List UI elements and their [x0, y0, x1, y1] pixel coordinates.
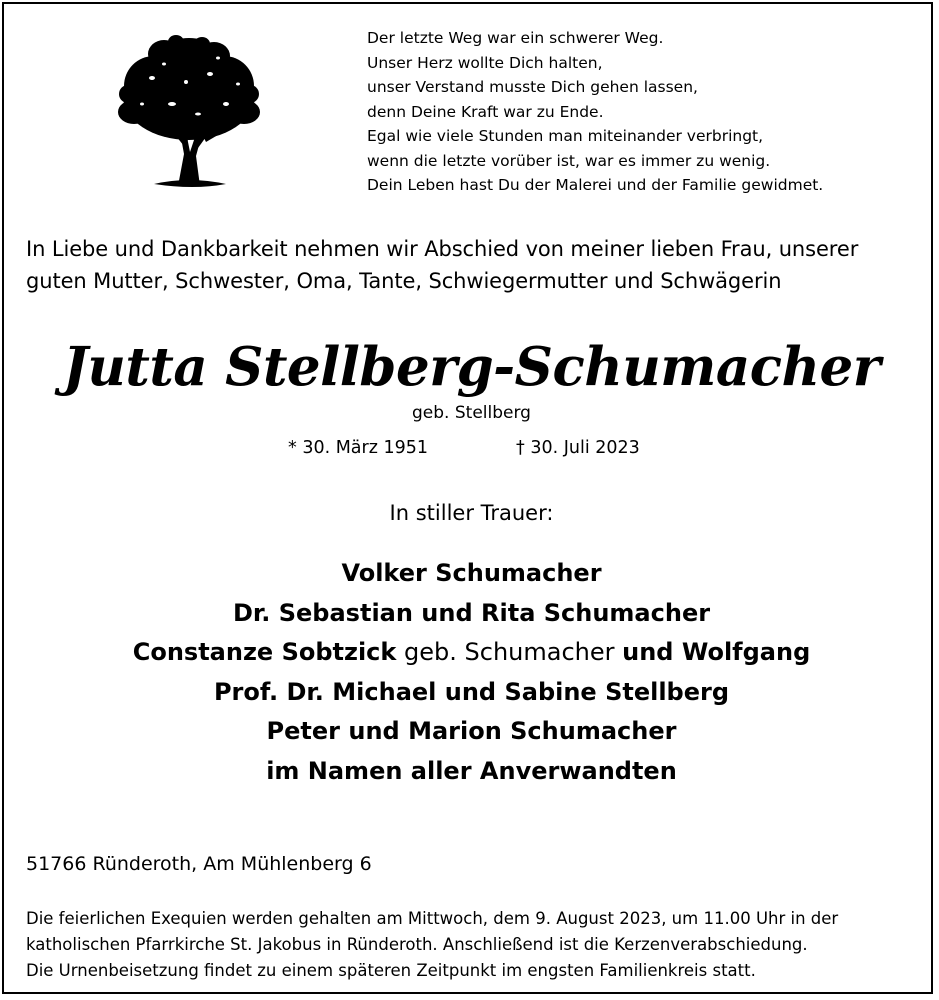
notice-line: Die Urnenbeisetzung findet zu einem späteren Zeitpunkt im engsten Familienkreis statt.: [26, 961, 756, 980]
mourner-line: im Namen aller Anverwandten: [266, 756, 677, 785]
mourner-partner: und Wolfgang: [622, 638, 811, 667]
intro-text: [26, 233, 926, 297]
poem-line: denn Deine Kraft war zu Ende.: [367, 102, 604, 121]
maiden-name: geb. Stellberg: [412, 403, 531, 423]
funeral-notice: [26, 906, 926, 984]
poem-line: Dein Leben hast Du der Malerei und der Familie gewidmet.: [367, 176, 824, 194]
poem-line: wenn die letzte vorüber ist, war es immer zu wenig.: [367, 151, 771, 170]
notice-line: Die feierlichen Exequien werden gehalten am Mittwoch, dem 9. August 2023, um 11.00 Uhr in der: [26, 909, 839, 928]
mourner-maiden-name: geb. Schumacher: [404, 638, 615, 667]
poem-line: Unser Herz wollte Dich halten,: [367, 53, 603, 72]
notice-line: katholischen Pfarrkirche St. Jakobus in Ründeroth. Anschließend ist die Kerzenverabschiedung.: [26, 935, 808, 954]
mourner-line: Dr. Sebastian und Rita Schumacher: [232, 598, 711, 627]
poem-line: Der letzte Weg war ein schwerer Weg.: [367, 29, 664, 47]
deceased-name: Jutta Stellberg-Schumacher: [62, 336, 881, 398]
death-date: † 30. Juli 2023: [516, 438, 640, 458]
mourner-line: [4, 633, 939, 673]
poem-line: unser Verstand musste Dich gehen lassen,: [367, 78, 698, 96]
obituary-frame: [2, 2, 933, 994]
mourner-line: Prof. Dr. Michael und Sabine Stellberg: [213, 677, 730, 706]
poem: [367, 26, 927, 198]
mourners-list: [4, 554, 939, 792]
mourning-label: In stiller Trauer:: [389, 501, 554, 525]
mourner-name: Constanze Sobtzick: [132, 638, 397, 667]
intro-line: guten Mutter, Schwester, Oma, Tante, Schwiegermutter und Schwägerin: [26, 269, 782, 293]
mourner-line: Peter und Marion Schumacher: [266, 717, 677, 746]
poem-line: Egal wie viele Stunden man miteinander verbringt,: [367, 127, 764, 145]
family-address: 51766 Ründeroth, Am Mühlenberg 6: [26, 853, 372, 875]
birth-date: * 30. März 1951: [288, 438, 429, 458]
mourner-line: Volker Schumacher: [341, 559, 602, 587]
tree-icon: [114, 34, 264, 192]
intro-line: In Liebe und Dankbarkeit nehmen wir Abschied von meiner lieben Frau, unserer: [26, 237, 859, 261]
